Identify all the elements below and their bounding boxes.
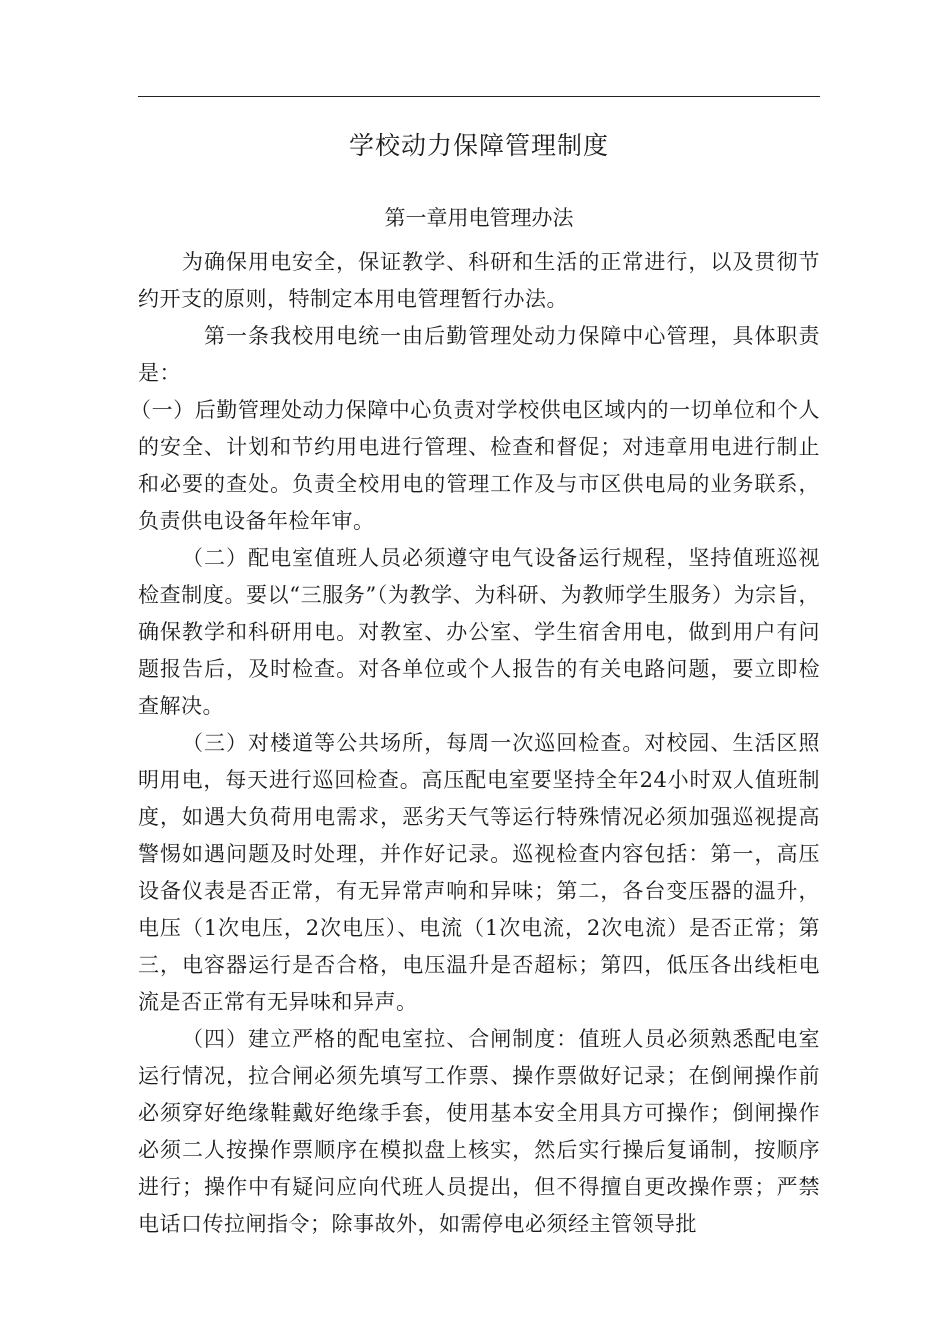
document-title: 学校动力保障管理制度 xyxy=(348,131,609,160)
paragraph-item-1: （一）后勤管理处动力保障中心负责对学校供电区域内的一切单位和个人的安全、计划和节约用电进行管理、检查和督促；对违章用电进行制止和必要的查处。负责全校用电的管理工作及与市区供电局的业务联系，负责供电设备年检年审。 xyxy=(130,398,820,533)
document-body xyxy=(130,244,820,1243)
header-rule xyxy=(138,96,820,97)
paragraph-article-1: 第一条我校用电统一由后勤管理处动力保障中心管理，具体职责是： xyxy=(138,324,820,385)
paragraph-item-3: （三）对楼道等公共场所，每周一次巡回检查。对校园、生活区照明用电，每天进行巡回检查。高压配电室要坚持全年24小时双人值班制度，如遇大负荷用电需求，恶劣天气等运行特殊情况必须加强巡视提高警惕如遇问题及时处理，并作好记录。巡视检查内容包括：第一，高压设备仪表是否正常，有无异常声响和异味；第二，各台变压器的温升，电压（1次电压，2次电压）、电流（1次电流，2次电流）是否正常；第三，电容器运行是否合格，电压温升是否超标；第四，低压各出线柜电流是否正常有无异味和异声。 xyxy=(138,731,820,1014)
paragraph-item-2: （二）配电室值班人员必须遵守电气设备运行规程，坚持值班巡视检查制度。要以“三服务”（为教学、为科研、为教师学生服务）为宗旨，确保教学和科研用电。对教室、办公室、学生宿舍用电，做到用户有问题报告后，及时检查。对各单位或个人报告的有关电路问题，要立即检查解决。 xyxy=(138,546,820,718)
chapter-title: 第一章用电管理办法 xyxy=(384,206,574,230)
paragraph-item-4: （四）建立严格的配电室拉、合闸制度：值班人员必须熟悉配电室运行情况，拉合闸必须先填写工作票、操作票做好记录；在倒闸操作前必须穿好绝缘鞋戴好绝缘手套，使用基本安全用具方可操作；倒闸操作必须二人按操作票顺序在模拟盘上核实，然后实行操后复诵制，按顺序进行；操作中有疑问应向代班人员提出，但不得擅自更改操作票；严禁电话口传拉闸指令；除事故外，如需停电必须经主管领导批 xyxy=(138,1027,820,1236)
paragraph-intro: 为确保用电安全，保证教学、科研和生活的正常进行，以及贯彻节约开支的原则，特制定本用电管理暂行办法。 xyxy=(138,250,820,311)
